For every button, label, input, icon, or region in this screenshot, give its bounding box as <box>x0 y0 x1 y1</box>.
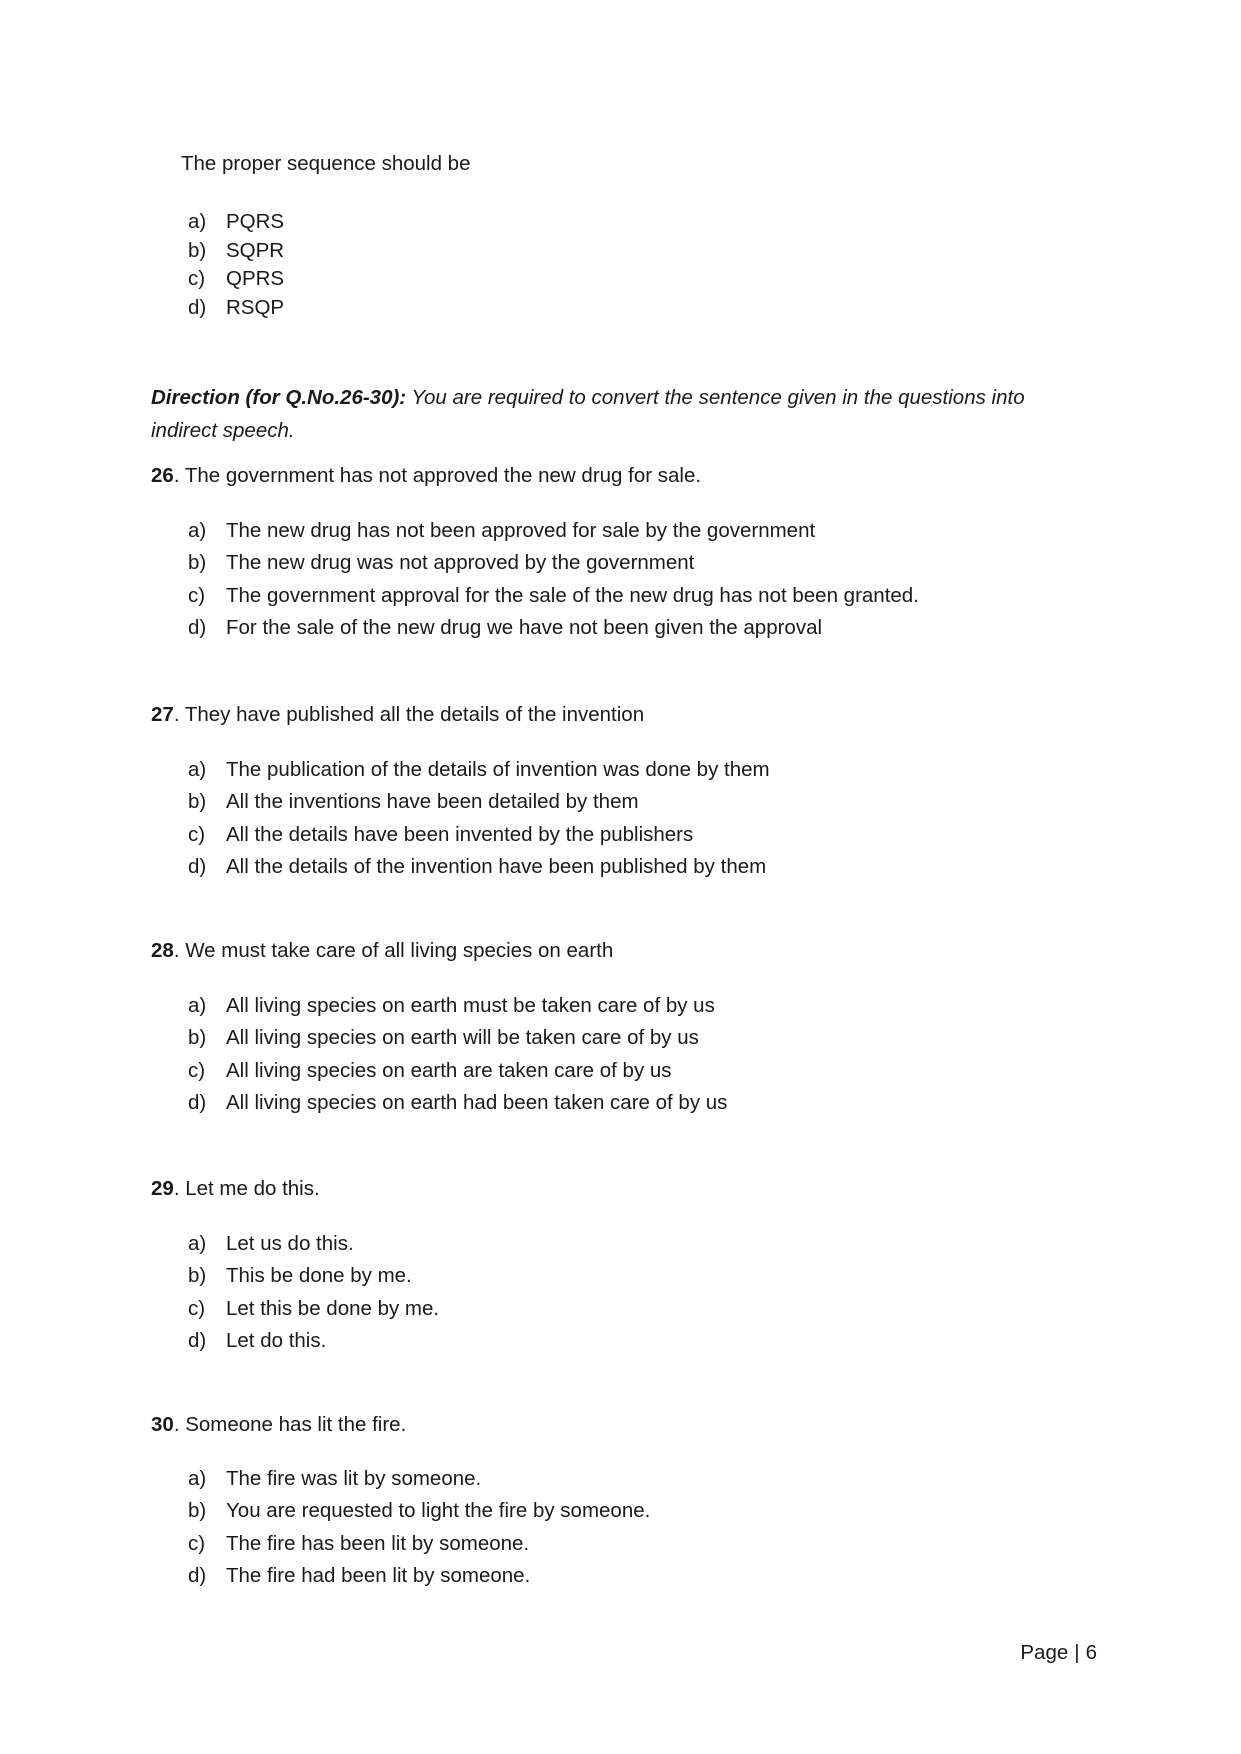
direction-heading: Direction (for Q.No.26-30): <box>151 386 407 409</box>
answer-option <box>188 990 727 1022</box>
answer-option <box>188 1087 727 1119</box>
question-number: 30 <box>151 1413 174 1436</box>
option-label: c) <box>188 1531 206 1555</box>
option-label: c) <box>188 1058 206 1082</box>
option-text: QPRS <box>226 267 285 290</box>
option-label: c) <box>188 267 206 290</box>
question-29-options <box>188 1228 439 1357</box>
sequence-option <box>188 208 284 237</box>
option-text: For the sale of the new drug we have not been given the approval <box>226 615 823 639</box>
answer-option <box>188 1560 650 1592</box>
question-number: 27 <box>151 703 174 726</box>
answer-option <box>188 1022 727 1054</box>
option-label: d) <box>188 1563 207 1587</box>
answer-option <box>188 1293 439 1325</box>
option-text: PQRS <box>226 210 285 233</box>
option-text: SQPR <box>226 238 285 262</box>
option-text: RSQP <box>226 295 285 319</box>
option-label: a) <box>188 519 207 542</box>
option-label: c) <box>188 822 206 846</box>
answer-option <box>188 580 919 612</box>
option-label: d) <box>188 1090 207 1114</box>
question-30-options <box>188 1463 650 1592</box>
answer-option <box>188 851 770 883</box>
option-label: b) <box>188 238 207 262</box>
option-text: All living species on earth will be taken care of by us <box>226 1026 699 1050</box>
option-label: a) <box>188 758 207 781</box>
option-label: b) <box>188 1026 207 1050</box>
option-text: Let this be done by me. <box>226 1296 440 1320</box>
sequence-option <box>188 294 284 323</box>
option-text: The new drug has not been approved for sale by the government <box>226 519 816 542</box>
answer-option <box>188 1528 650 1560</box>
option-label: b) <box>188 1264 207 1288</box>
option-text: Let do this. <box>226 1328 327 1352</box>
answer-option <box>188 1228 439 1260</box>
option-text: The fire had been lit by someone. <box>226 1563 531 1587</box>
sequence-option <box>188 265 284 294</box>
option-label: d) <box>188 1328 207 1352</box>
option-text: All living species on earth had been taken care of by us <box>226 1090 728 1114</box>
option-text: All living species on earth are taken care of by us <box>226 1058 672 1082</box>
question-30 <box>151 1413 406 1437</box>
option-text: You are requested to light the fire by someone. <box>226 1499 651 1523</box>
sequence-option <box>188 237 284 266</box>
option-text: All the details of the invention have been published by them <box>226 854 767 878</box>
option-label: c) <box>188 583 206 607</box>
question-27 <box>151 703 644 727</box>
option-label: d) <box>188 854 207 878</box>
option-label: c) <box>188 1296 206 1320</box>
question-text: . Let me do this. <box>173 1177 320 1200</box>
page-label: Page <box>1020 1641 1069 1664</box>
question-number: 26 <box>151 464 174 487</box>
answer-option <box>188 786 770 818</box>
option-text: All the details have been invented by the publishers <box>226 822 694 846</box>
option-label: d) <box>188 615 207 639</box>
question-26 <box>151 464 701 488</box>
answer-option <box>188 1463 650 1495</box>
option-label: a) <box>188 210 207 233</box>
question-28 <box>151 939 613 963</box>
question-26-options <box>188 515 919 644</box>
option-text: All living species on earth must be taken care of by us <box>226 994 715 1017</box>
option-text: The new drug was not approved by the government <box>226 551 695 575</box>
sequence-options <box>188 208 284 322</box>
answer-option <box>188 547 919 579</box>
option-label: b) <box>188 551 207 575</box>
option-label: d) <box>188 295 207 319</box>
option-label: a) <box>188 994 207 1017</box>
question-text: . We must take care of all living species on earth <box>173 939 614 962</box>
option-text: The fire has been lit by someone. <box>226 1531 530 1555</box>
answer-option <box>188 1260 439 1292</box>
option-label: b) <box>188 790 207 814</box>
answer-option <box>188 819 770 851</box>
sequence-prompt: The proper sequence should be <box>181 152 471 175</box>
question-text: . Someone has lit the fire. <box>173 1413 407 1436</box>
option-text: The publication of the details of invention was done by them <box>226 758 770 781</box>
page-separator: | <box>1074 1641 1080 1664</box>
question-27-options <box>188 754 770 883</box>
question-29 <box>151 1177 320 1201</box>
direction-text: You are required to convert the sentence given in the questions into indirect speech. <box>151 386 1025 442</box>
question-text: . They have published all the details of the invention <box>173 703 645 726</box>
option-text: The government approval for the sale of the new drug has not been granted. <box>226 583 919 607</box>
option-text: Let us do this. <box>226 1232 354 1255</box>
page-number: 6 <box>1085 1641 1097 1664</box>
option-text: All the inventions have been detailed by them <box>226 790 639 814</box>
answer-option <box>188 1325 439 1357</box>
question-number: 28 <box>151 939 174 962</box>
answer-option <box>188 515 919 547</box>
option-label: a) <box>188 1232 207 1255</box>
answer-option <box>188 754 770 786</box>
option-text: The fire was lit by someone. <box>226 1467 482 1490</box>
option-label: b) <box>188 1499 207 1523</box>
option-text: This be done by me. <box>226 1264 412 1288</box>
question-number: 29 <box>151 1177 174 1200</box>
page-footer <box>1020 1641 1097 1665</box>
answer-option <box>188 1055 727 1087</box>
answer-option <box>188 612 919 644</box>
question-text: . The government has not approved the new drug for sale. <box>173 464 702 487</box>
question-28-options <box>188 990 727 1119</box>
option-label: a) <box>188 1467 207 1490</box>
answer-option <box>188 1495 650 1527</box>
direction-instructions <box>151 381 1081 447</box>
